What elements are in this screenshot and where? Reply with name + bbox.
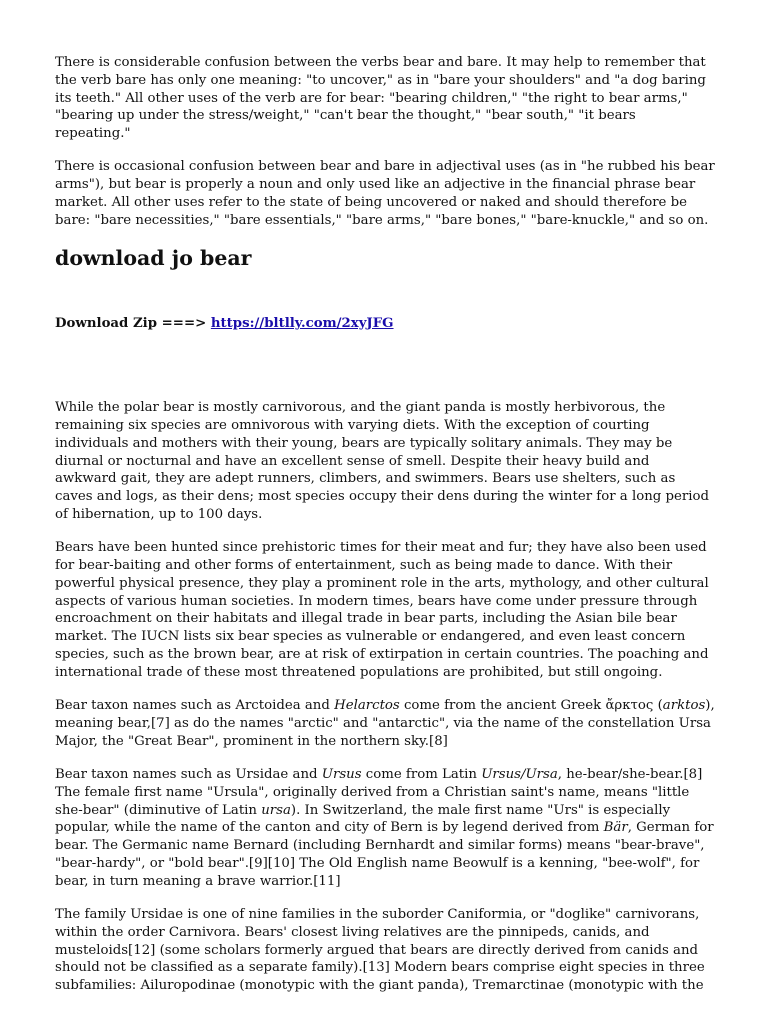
paragraph-bear-bare-verbs: There is considerable confusion between the verbs bear and bare. It may help to remember that the verb bare has only one meaning: "to uncover," as in "bare your shoulders" and "a dog baring its teeth." All other uses of the verb are for bear: "bearing children," "the right to bear arms," "bearing up under the stress/weight," "can't bear the thought," "bear south," "it bears repeating."	[55, 55, 706, 142]
text-span: Bear taxon names such as Ursidae and	[55, 767, 322, 783]
text-span: Bear taxon names such as Arctoidea and	[55, 698, 335, 714]
paragraph-bear-diet: While the polar bear is mostly carnivorous, and the giant panda is mostly herbivorous, the remaining six species are omnivorous with varying diets. With the exception of courting individuals and mothers with their young, bears are typically solitary animals. They may be diurnal or nocturnal and have an excellent sense of smell. Despite their heavy build and awkward gait, they are adept runners, climbers, and swimmers. Bears use shelters, such as caves and logs, as their dens; most species occupy their dens during the winter for a long period of hibernation, up to 100 days.	[55, 400, 710, 522]
text-span: come from the ancient Greek ἄρκτος (	[399, 698, 663, 714]
document-page	[55, 54, 715, 1011]
text-span: come from Latin	[361, 767, 482, 783]
italic-term: Helarctos	[334, 698, 400, 714]
paragraph-latin-etymology	[55, 766, 715, 891]
text-span: ). In Switzerland, the male first name "Urs" is especially popular, while the name of the canton and city of Bern is by legend derived from	[55, 802, 671, 836]
italic-term: Ursus	[321, 767, 362, 783]
text-span: , German for bear. The Germanic name Bernard (including Bernhardt and similar forms) means "bear-brave", "bear-hardy", or "bold bear".[9][10] The Old English name Beowulf is a kenning, "bee-wolf", for bear, in turn meaning a brave warrior.[11]	[55, 820, 714, 889]
page-heading: download jo bear	[55, 246, 252, 271]
download-link[interactable]: https://bltlly.com/2xyJFG	[210, 316, 394, 332]
text-span: , he-bear/she-bear.[8] The female first name "Ursula", originally derived from a Christian saint's name, means "little she-bear" (diminutive of Latin	[55, 767, 703, 818]
italic-term: Ursus/Ursa	[481, 767, 558, 783]
italic-term: Bär	[603, 820, 628, 836]
download-line	[55, 315, 715, 333]
paragraph-bear-bare-adjectives: There is occasional confusion between bear and bare in adjectival uses (as in "he rubbed his bear arms"), but bear is properly a noun and only used like an adjective in the financial phrase bear market. All other uses refer to the state of being uncovered or naked and should therefore be bare: "bare necessities," "bare essentials," "bare arms," "bare bones," "bare-knuckle," and so on.	[55, 159, 715, 228]
paragraph-greek-etymology	[55, 697, 715, 750]
spacer	[55, 333, 715, 399]
italic-term: arktos	[662, 698, 706, 714]
paragraph-taxonomy: The family Ursidae is one of nine families in the suborder Caniformia, or "doglike" carnivorans, within the order Carnivora. Bears' closest living relatives are the pinnipeds, canids, and musteloids[12] (some scholars formerly argued that bears are directly derived from canids and should not be classified as a separate family).[13] Modern bears comprise eight species in three subfamilies: Ailuropodinae (monotypic with the giant panda), Tremarctinae (monotypic with the	[55, 907, 705, 994]
text-span: ), meaning bear,[7] as do the names "arctic" and "antarctic", via the name of the constellation Ursa Major, the "Great Bear", prominent in the northern sky.[8]	[55, 698, 715, 749]
paragraph-bear-hunting: Bears have been hunted since prehistoric times for their meat and fur; they have also been used for bear-baiting and other forms of entertainment, such as being made to dance. With their powerful physical presence, they play a prominent role in the arts, mythology, and other cultural aspects of various human societies. In modern times, bears have come under pressure through encroachment on their habitats and illegal trade in bear parts, including the Asian bile bear market. The IUCN lists six bear species as vulnerable or endangered, and even least concern species, such as the brown bear, are at risk of extirpation in certain countries. The poaching and international trade of these most threatened populations are prohibited, but still ongoing.	[55, 540, 709, 680]
italic-term: ursa	[261, 802, 291, 818]
download-label: Download Zip ===>	[55, 316, 211, 332]
